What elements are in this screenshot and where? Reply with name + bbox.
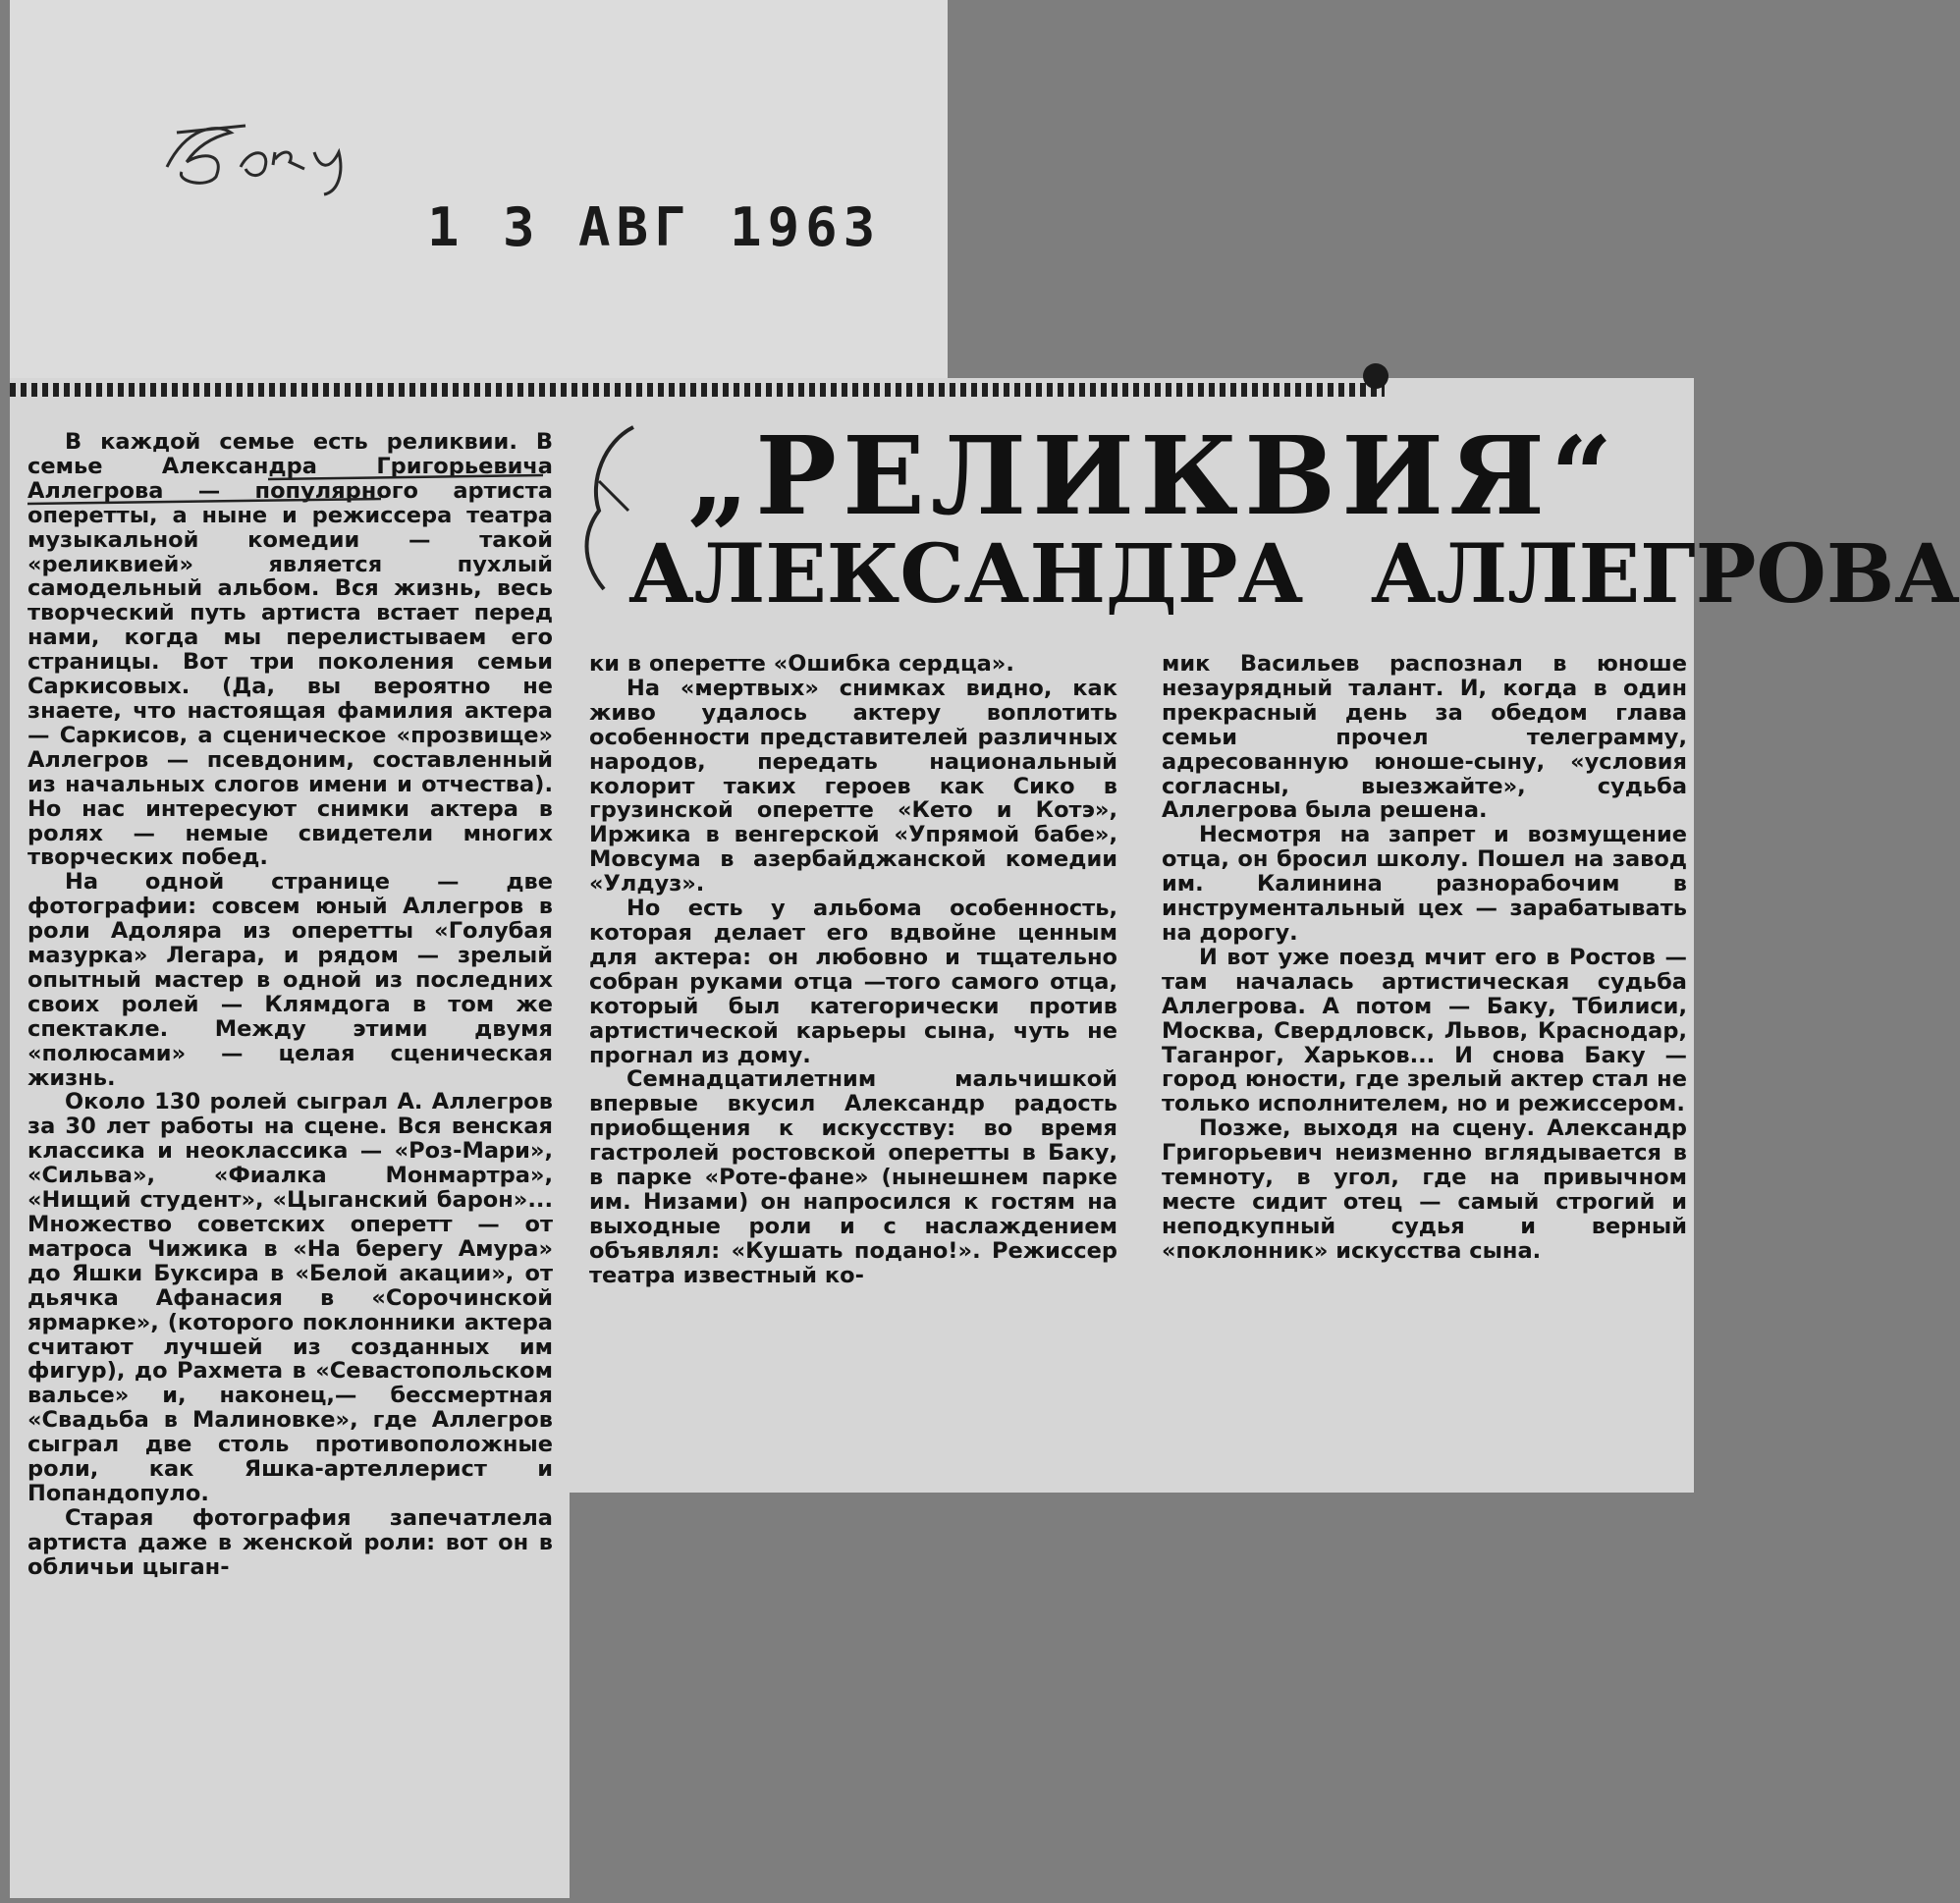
pencil-underline-mark bbox=[27, 471, 558, 530]
handwritten-note bbox=[157, 108, 452, 196]
paragraph: Старая фотография запечатлела артиста даже в женской роли: вот он в обличьи цыган- bbox=[27, 1504, 553, 1580]
article-subheadline: АЛЕКСАНДРА АЛЛЕГРОВА bbox=[628, 527, 1960, 622]
perforation-dot bbox=[1363, 363, 1388, 389]
perforation-strip bbox=[10, 383, 1385, 397]
paragraph: Но есть у альбома особенность, которая делает его вдвойне ценным для актера: он любовно и тщательно собран руками отца —того самого отца, который был категорически против артистической карьеры сына, чуть не прогнал из дому. bbox=[589, 896, 1117, 1068]
archive-slip bbox=[10, 0, 948, 393]
paragraph: На одной странице — две фотографии: совсем юный Аллегров в роли Адоляра из оперетты «Голубая мазурка» Легара, и рядом — зрелый опытный мастер в одной из последних своих ролей — Клямдога в том же спектакле. Между этими двумя «полюсами» — целая сценическая жизнь. bbox=[27, 869, 553, 1091]
paragraph: Семнадцатилетним мальчишкой впервые вкусил Александр радость приобщения к искусству: во время гастролей ростовской оперетты в Баку, в парке «Роте-фане» (нынешнем парке им. Низами) он напросился к гостям на выходные роли и с наслаждением объявлял: «Кушать подано!». Режиссер театра известный ко- bbox=[589, 1066, 1117, 1288]
date-stamp: 1 3 АВГ 1963 bbox=[427, 196, 882, 258]
paragraph: Несмотря на запрет и возмущение отца, он бросил школу. Пошел на завод им. Калинина разнорабочим в инструментальный цех — зарабатывать на дорогу. bbox=[1162, 822, 1687, 946]
paragraph: Позже, выходя на сцену. Александр Григорьевич неизменно вглядывается в темноту, в угол, где на привычном месте сидит отец — самый строгий и неподкупный судья и верный «поклонник» искусства сына. bbox=[1162, 1115, 1687, 1264]
paragraph: На «мертвых» снимках видно, как живо удалось актеру воплотить особенности представителей различных народов, передать национальный колорит таких героев как Сико в грузинской оперетте «Кето и Котэ», Иржика в венгерской «Упрямой бабе», Мовсума в азербайджанской комедии «Улдуз». bbox=[589, 675, 1117, 897]
paragraph: В каждой семье есть реликвии. В семье Александра Григорьевича Аллегрова — популярного артиста оперетты, а ныне и режиссера театра музыкальной комедии — такой «реликвией» является пухлый самодельный альбом. Вся жизнь, весь творческий путь артиста встает перед нами, когда мы перелистываем его страницы. Вот три поколения семьи Саркисовых. (Да, вы вероятно не знаете, что настоящая фамилия актера — Саркисов, а сценическое «прозвище» Аллегров — псевдоним, составленный из начальных слогов имени и отчества). Но нас интересуют снимки актера в ролях — немые свидетели многих творческих побед. bbox=[27, 429, 553, 871]
paragraph: мик Васильев распознал в юноше незаурядный талант. И, когда в один прекрасный день за обедом глава семьи прочел телеграмму, адресованную юноше-сыну, «условия согласны, выезжайте», судьба Аллегрова была решена. bbox=[1162, 651, 1687, 824]
article-column-1 bbox=[27, 430, 553, 1580]
article-column-2 bbox=[589, 652, 1117, 1288]
paragraph: И вот уже поезд мчит его в Ростов — там началась артистическая судьба Аллегрова. А потом — Баку, Тбилиси, Москва, Свердловск, Львов, Краснодар, Таганрог, Харьков... И снова Баку — город юности, где зрелый актер стал не только исполнителем, но и режиссером. bbox=[1162, 944, 1687, 1117]
paragraph: ки в оперетте «Ошибка сердца». bbox=[589, 651, 1014, 677]
paragraph: Около 130 ролей сыграл А. Аллегров за 30 лет работы на сцене. Вся венская классика и неоклассика — «Роз-Мари», «Сильва», «Фиалка Монмартра», «Нищий студент», «Цыганский барон»... Множество советских оперетт — от матроса Чижика в «На берегу Амура» до Яшки Буксира в «Белой акации», от дьячка Афанасия в «Сорочинской ярмарке», (которого поклонники актера считают лучшей из созданных им фигур), до Рахмета в «Севастопольском вальсе» и, наконец,— бессмертная «Свадьба в Малиновке», где Аллегров сыграл две столь противоположные роли, как Яшка-артеллерист и Попандопуло. bbox=[27, 1089, 553, 1506]
article-headline: „РЕЛИКВИЯ“ bbox=[687, 412, 1619, 539]
article-column-3 bbox=[1162, 652, 1687, 1264]
